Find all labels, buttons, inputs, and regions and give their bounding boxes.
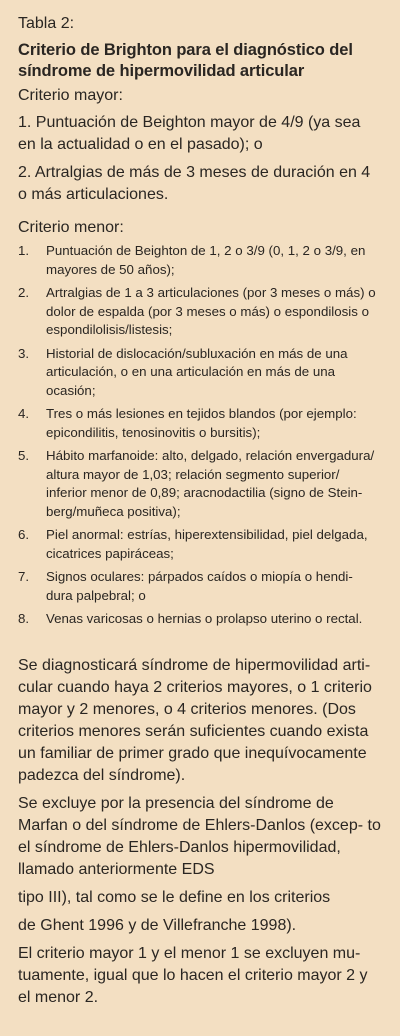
minor-criterion-text: Historial de dislocación/subluxación en más de una articulación, o en una articulación en más de una ocasión; xyxy=(46,345,348,398)
minor-criterion-7 xyxy=(18,568,382,605)
minor-criterion-number: 5. xyxy=(18,448,30,463)
minor-criterion-text: Venas varicosas o hernias o prolapso uterino o rectal. xyxy=(46,611,363,626)
minor-criterion-5 xyxy=(18,447,382,521)
minor-criterion-4 xyxy=(18,405,382,442)
minor-criterion-text: Puntuación de Beighton de 1, 2 o 3/9 (0, 1, 2 o 3/9, en mayores de 50 años); xyxy=(46,243,366,277)
major-criterion-2: 2. Artralgias de más de 3 meses de duración en 4 o más articulaciones. xyxy=(18,164,371,203)
minor-criterion-number: 1. xyxy=(18,243,30,258)
minor-criterion-text: Hábito marfanoide: alto, delgado, relación envergadura/ altura mayor de 1,03; relación segmento superior/ inferior menor de 0,89; aracnodactilia (signo de Stein- berg/muñeca positiva); xyxy=(46,448,375,519)
minor-criteria-heading: Criterio menor: xyxy=(18,219,124,236)
major-criterion-1: 1. Puntuación de Beighton mayor de 4/9 (ya sea en la actualidad o en el pasado); o xyxy=(18,114,361,153)
minor-criterion-text: Signos oculares: párpados caídos o miopía o hendi- dura palpebral; o xyxy=(46,569,353,603)
minor-criterion-1 xyxy=(18,242,382,279)
minor-criterion-number: 6. xyxy=(18,527,30,542)
table-title: Criterio de Brighton para el diagnóstico del síndrome de hipermovilidad articular xyxy=(18,41,353,80)
mutual-exclusion-paragraph: El criterio mayor 1 y el menor 1 se excluyen mu- tuamente, igual que lo hacen el criterio mayor 2 y el menor 2. xyxy=(18,944,368,1006)
minor-criterion-number: 4. xyxy=(18,406,30,421)
minor-criteria-list xyxy=(18,242,382,629)
diagnosis-notes xyxy=(18,655,382,1009)
minor-criterion-text: Piel anormal: estrías, hiperextensibilidad, piel delgada, cicatrices papiráceas; xyxy=(46,527,368,561)
diagnosis-paragraph: Se diagnosticará síndrome de hipermovilidad arti- cular cuando haya 2 criterios mayores, o 1 criterio mayor y 2 menores, o 4 criterios menores. (Dos criterios menores serán suficientes cuando exista un familiar de primer grado que inequívocamente padezca del síndrome). xyxy=(18,656,372,784)
exclusion-paragraph-cont: de Ghent 1996 y de Villefranche 1998). xyxy=(18,916,297,934)
table-label: Tabla 2: xyxy=(18,15,75,32)
minor-criterion-2 xyxy=(18,284,382,340)
exclusion-paragraph: Se excluye por la presencia del síndrome de Marfan o del síndrome de Ehlers-Danlos (excep- to el síndrome de Ehlers-Danlos hipermovilidad, llamado anteriormente EDS xyxy=(18,794,381,878)
minor-criterion-text: Artralgias de 1 a 3 articulaciones (por 3 meses o más) o dolor de espalda (por 3 meses o más) o espondilosis o espondilolisis/listesis; xyxy=(46,285,376,337)
minor-criterion-8 xyxy=(18,610,382,629)
minor-criterion-number: 2. xyxy=(18,285,30,300)
major-criteria-heading: Criterio mayor: xyxy=(18,87,123,104)
minor-criterion-number: 8. xyxy=(18,611,30,626)
minor-criterion-text: Tres o más lesiones en tejidos blandos (por ejemplo: epicondilitis, tenosinovitis o bursitis); xyxy=(46,406,357,440)
exclusion-paragraph-cont: tipo III), tal como se le define en los criterios xyxy=(18,888,331,906)
minor-criterion-6 xyxy=(18,526,382,563)
minor-criterion-number: 7. xyxy=(18,569,30,584)
minor-criterion-number: 3. xyxy=(18,345,30,361)
minor-criterion-3 xyxy=(18,345,382,401)
